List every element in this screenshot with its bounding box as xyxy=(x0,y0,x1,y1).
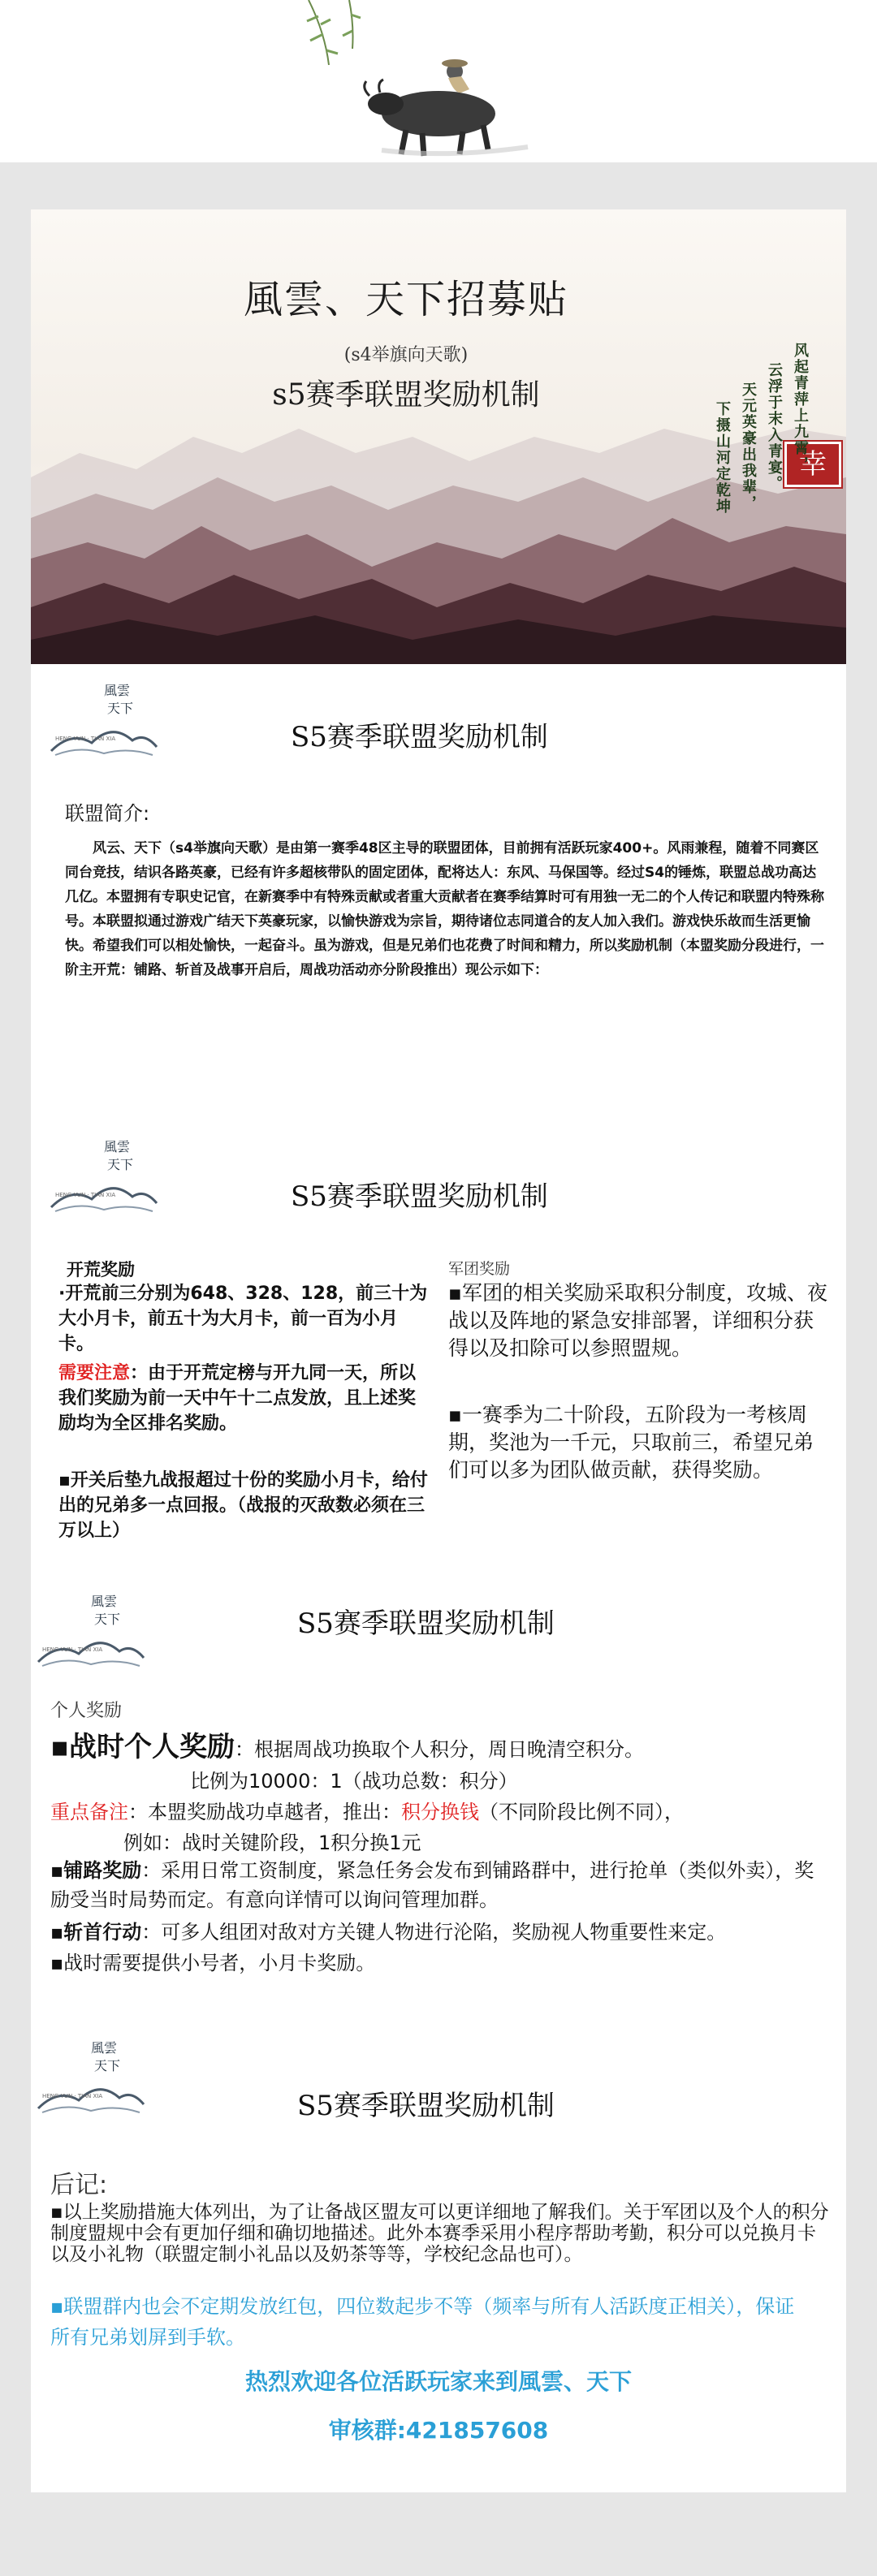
section1-body: 风云、天下（s4举旗向天歌）是由第一赛季48区主导的联盟团体，目前拥有活跃玩家400+。风雨兼程，随着不同赛区同台竞技，结识各路英豪，已经有许多超核带队的固定团体，配将达人：东风、马保国等。经过S4的锤炼，联盟总战功高达几亿。本盟拥有专职史记官，在新赛季中有特殊贡献或者重大贡献者在赛季结算时可有用独一无二的个人传记和联盟内特殊称号。本联盟拟通过游戏广结天下英豪玩家，以愉快游戏为宗旨，期待诸位志同道合的友人加入我们。游戏快乐故而生活更愉快。希望我们可以相处愉快，一起奋斗。虽为游戏，但是兄弟们也花费了时间和精力，所以奖励机制（本盟奖励分段进行，一阶主开荒：铺路、斩首及战事开启后，周战功活动亦分阶段推出）现公示如下： xyxy=(65,840,824,978)
herdsman-illustration xyxy=(0,0,877,162)
poem-line-4: 下摄山河定乾坤 xyxy=(714,401,731,515)
note-label: 需要注意 xyxy=(58,1363,131,1383)
alt-account-reward: ▪战时需要提供小号者，小月卡奖励。 xyxy=(50,1952,376,1974)
welcome-text: 热烈欢迎各位活跃玩家来到風雲、天下 xyxy=(244,2368,632,2395)
section1-label: 联盟简介: xyxy=(65,802,150,825)
personal-reward-label: 个人奖励 xyxy=(50,1701,123,1721)
ratio-text: 比例为10000：1（战功总数：积分） xyxy=(190,1770,518,1793)
poem-line-3: 天元英豪出我辈， xyxy=(740,382,757,511)
opening-reward-note: 需要注意：由于开荒定榜与开九同一天，所以我们奖励为前一天中午十二点发放，且上述奖励均为全区排名奖励。 xyxy=(58,1363,417,1434)
top-banner xyxy=(0,0,877,162)
hero-subtitle: (s4举旗向天歌) xyxy=(343,345,469,365)
seal-stamp: 幸 xyxy=(784,442,841,487)
afterword-text: ▪以上奖励措施大体列出，为了让备战区盟友可以更详细地了解我们。关于军团以及个人的积分制度盟规中会有更加仔细和确切地描述。此外本赛季采用小程序帮助考勤，积分可以兑换月卡以及小礼物（联盟定制小礼品以及奶茶等等，学校纪念品也可）。 xyxy=(50,2202,829,2265)
legion-reward-cycle: ▪一赛季为二十阶段，五阶段为一考核周期，奖池为一千元，只取前三，希望兄弟们可以多为团队做贡献，获得奖励。 xyxy=(448,1403,814,1482)
points-to-cash: 积分换钱 xyxy=(401,1801,479,1823)
section4-title: S5赛季联盟奖励机制 xyxy=(297,2090,555,2122)
opening-reward-extra: ▪开关后垫九战报超过十份的奖励小月卡，给付出的兄弟多一点回报。（战报的灭敌数必须在三万以上） xyxy=(58,1470,428,1541)
key-note: 重点备注：本盟奖励战功卓越者，推出：积分换钱（不同阶段比例不同）， xyxy=(50,1801,684,1823)
poem-line-1: 风起青萍上九霄， xyxy=(792,343,809,472)
behead-action-title: ▪斩首行动 xyxy=(50,1921,142,1944)
section2-title: S5赛季联盟奖励机制 xyxy=(291,1180,548,1213)
section3-title: S5赛季联盟奖励机制 xyxy=(297,1607,555,1640)
legion-reward-text: ▪军团的相关奖励采取积分制度，攻城、夜战以及阵地的紧急安排部署，详细积分获得以及扣除可以参照盟规。 xyxy=(448,1281,827,1360)
legion-reward-heading: 军团奖励 xyxy=(448,1260,511,1278)
review-group[interactable]: 审核群:421857608 xyxy=(328,2417,549,2444)
opening-reward-text: ·开荒前三分别为648、328、128，前三十为大小月卡，前五十为大月卡，前一百为小月卡。 xyxy=(58,1284,428,1354)
hero-title: 風雲、天下招募贴 xyxy=(243,277,568,322)
war-reward-title: ▪战时个人奖励 xyxy=(50,1731,235,1763)
logo-badge: 風雲 天下 HENG YUN · TIAN XIA xyxy=(47,674,161,763)
hero-heading: s5赛季联盟奖励机制 xyxy=(272,378,540,412)
poem-line-2: 云浮于末入青宴。 xyxy=(766,362,783,492)
behead-action: ▪斩首行动：可多人组团对敌对方关键人物进行沦陷，奖励视人物重要性来定。 xyxy=(50,1921,727,1944)
key-note-label: 重点备注 xyxy=(50,1801,128,1823)
afterword-label: 后记: xyxy=(50,2171,108,2199)
opening-reward-heading: 开荒奖励 xyxy=(67,1260,135,1279)
road-reward-title: ▪铺路奖励 xyxy=(50,1859,142,1882)
logo-badge: 風雲 天下 HENG YUN · TIAN XIA xyxy=(34,1585,148,1674)
section1-title: S5赛季联盟奖励机制 xyxy=(291,721,548,753)
logo-badge: 風雲 天下 HENG YUN · TIAN XIA xyxy=(34,2031,148,2121)
red-envelope-text: ▪联盟群内也会不定期发放红包，四位数起步不等（频率与所有人活跃度正相关），保证所有兄弟划屏到手软。 xyxy=(50,2295,795,2349)
war-reward-line: ▪战时个人奖励：根据周战功换取个人积分，周日晚清空积分。 xyxy=(50,1731,645,1763)
example-text: 例如：战时关键阶段，1积分换1元 xyxy=(123,1832,421,1854)
road-reward: ▪铺路奖励：采用日常工资制度，紧急任务会发布到铺路群中，进行抢单（类似外卖），奖励受当时局势而定。有意向详情可以询问管理加群。 xyxy=(50,1859,814,1911)
logo-badge: 風雲 天下 HENG YUN · TIAN XIA xyxy=(47,1130,161,1219)
